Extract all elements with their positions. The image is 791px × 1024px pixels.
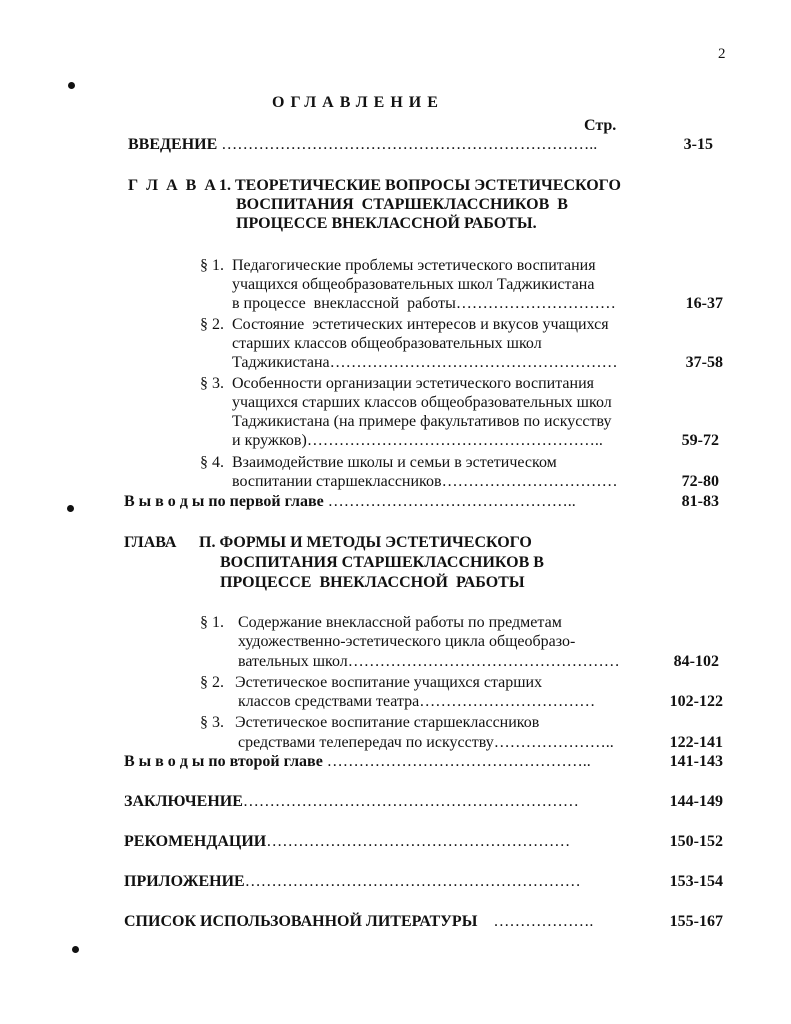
section-line: классов средствами театра…………………………… [238, 693, 596, 710]
page-number: 2 [718, 46, 726, 62]
entry-pages: 3-15 [683, 136, 713, 153]
section-line: Эстетическое воспитание учащихся старших [235, 674, 543, 691]
section-line: Эстетическое воспитание старшеклассников [235, 714, 540, 731]
section-line: старших классов общеобразовательных школ [232, 335, 542, 352]
margin-mark [68, 82, 75, 89]
entry-label: ЗАКЛЮЧЕНИЕ [124, 793, 243, 810]
section-line: и кружков)……………………………………………….. [232, 432, 603, 449]
chapter-1-title-line: ВОСПИТАНИЯ СТАРШЕКЛАССНИКОВ В [236, 196, 568, 213]
chapter-1-title-line: 1. ТЕОРЕТИЧЕСКИЕ ВОПРОСЫ ЭСТЕТИЧЕСКОГО [219, 177, 621, 194]
section-line: вательных школ…………………………………………… [238, 653, 620, 670]
leader-dots: …………………………………………………………….. [221, 136, 598, 153]
chapter-2-title-line: ВОСПИТАНИЯ СТАРШЕКЛАССНИКОВ В [220, 554, 544, 571]
entry-label: РЕКОМЕНДАЦИИ [124, 833, 267, 850]
entry-label: В ы в о д ы по второй главе [124, 753, 323, 770]
leader-dots: ………………………………………………… [266, 833, 571, 850]
margin-mark [67, 505, 74, 512]
section-number: § 4. [200, 454, 224, 471]
entry-pages: 84-102 [673, 653, 719, 670]
entry-label: ВВЕДЕНИЕ [128, 136, 218, 153]
section-line: Взаимодействие школы и семьи в эстетическом [232, 454, 557, 471]
toc-entry-intro [128, 135, 597, 155]
toc-entry-conclusion [124, 792, 579, 812]
entry-pages: 141-143 [669, 753, 723, 770]
entry-label: ПРИЛОЖЕНИЕ [124, 873, 245, 890]
chapter-1-prefix: Г Л А В А [128, 177, 218, 194]
toc-entry-recommendations [124, 832, 570, 852]
leader-dots: ……………………………………………………… [244, 873, 581, 890]
entry-pages: 144-149 [669, 793, 723, 810]
entry-pages: 37-58 [685, 354, 723, 371]
page-title: ОГЛАВЛЕНИЕ [272, 94, 444, 111]
section-number: § 3. [200, 375, 224, 392]
entry-pages: 16-37 [685, 295, 723, 312]
page-column-label: Стр. [584, 117, 617, 134]
section-line: Особенности организации эстетического воспитания [232, 375, 594, 392]
entry-pages: 72-80 [681, 473, 719, 490]
entry-pages: 81-83 [681, 493, 719, 510]
section-line: художественно-эстетического цикла общеобразо- [238, 633, 576, 650]
leader-dots: ……………………………………….. [327, 493, 576, 510]
entry-pages: 59-72 [681, 432, 719, 449]
section-line: учащихся старших классов общеобразовательных школ [232, 394, 612, 411]
leader-dots: ……………………………………………………… [242, 793, 579, 810]
section-line: воспитании старшеклассников…………………………… [232, 473, 618, 490]
section-number: § 3. [200, 714, 224, 731]
chapter-2-conclusion [124, 752, 591, 772]
entry-pages: 102-122 [669, 693, 723, 710]
leader-dots: ………………………………………….. [326, 753, 591, 770]
entry-pages: 153-154 [669, 873, 723, 890]
chapter-2-prefix: ГЛАВА [124, 534, 177, 551]
leader-dots: ………………. [493, 913, 594, 930]
entry-label: В ы в о д ы по первой главе [124, 493, 324, 510]
section-line: учащихся общеобразовательных школ Таджикистана [232, 276, 595, 293]
section-number: § 1. [200, 614, 224, 631]
section-number: § 2. [200, 674, 224, 691]
section-line: Состояние эстетических интересов и вкусов учащихся [232, 316, 609, 333]
section-line: Таджикистана (на примере факультативов по искусству [232, 413, 612, 430]
entry-label: СПИСОК ИСПОЛЬЗОВАННОЙ ЛИТЕРАТУРЫ [124, 913, 478, 930]
section-line: Педагогические проблемы эстетического воспитания [232, 257, 596, 274]
section-number: § 1. [200, 257, 224, 274]
margin-mark [72, 946, 79, 953]
section-line: средствами телепередач по искусству………………….. [238, 734, 614, 751]
section-line: в процессе внеклассной работы………………………… [232, 295, 616, 312]
chapter-1-conclusion [124, 492, 576, 512]
chapter-2-title-line: П. ФОРМЫ И МЕТОДЫ ЭСТЕТИЧЕСКОГО [199, 534, 532, 551]
entry-pages: 122-141 [669, 734, 723, 751]
chapter-1-title-line: ПРОЦЕССЕ ВНЕКЛАССНОЙ РАБОТЫ. [236, 215, 537, 232]
chapter-2-title-line: ПРОЦЕССЕ ВНЕКЛАССНОЙ РАБОТЫ [220, 574, 525, 591]
entry-pages: 155-167 [669, 913, 723, 930]
section-line: Таджикистана……………………………………………… [232, 354, 618, 371]
toc-entry-bibliography [124, 912, 593, 932]
section-number: § 2. [200, 316, 224, 333]
toc-entry-appendix [124, 872, 581, 892]
section-line: Содержание внеклассной работы по предметам [238, 614, 562, 631]
entry-pages: 150-152 [669, 833, 723, 850]
